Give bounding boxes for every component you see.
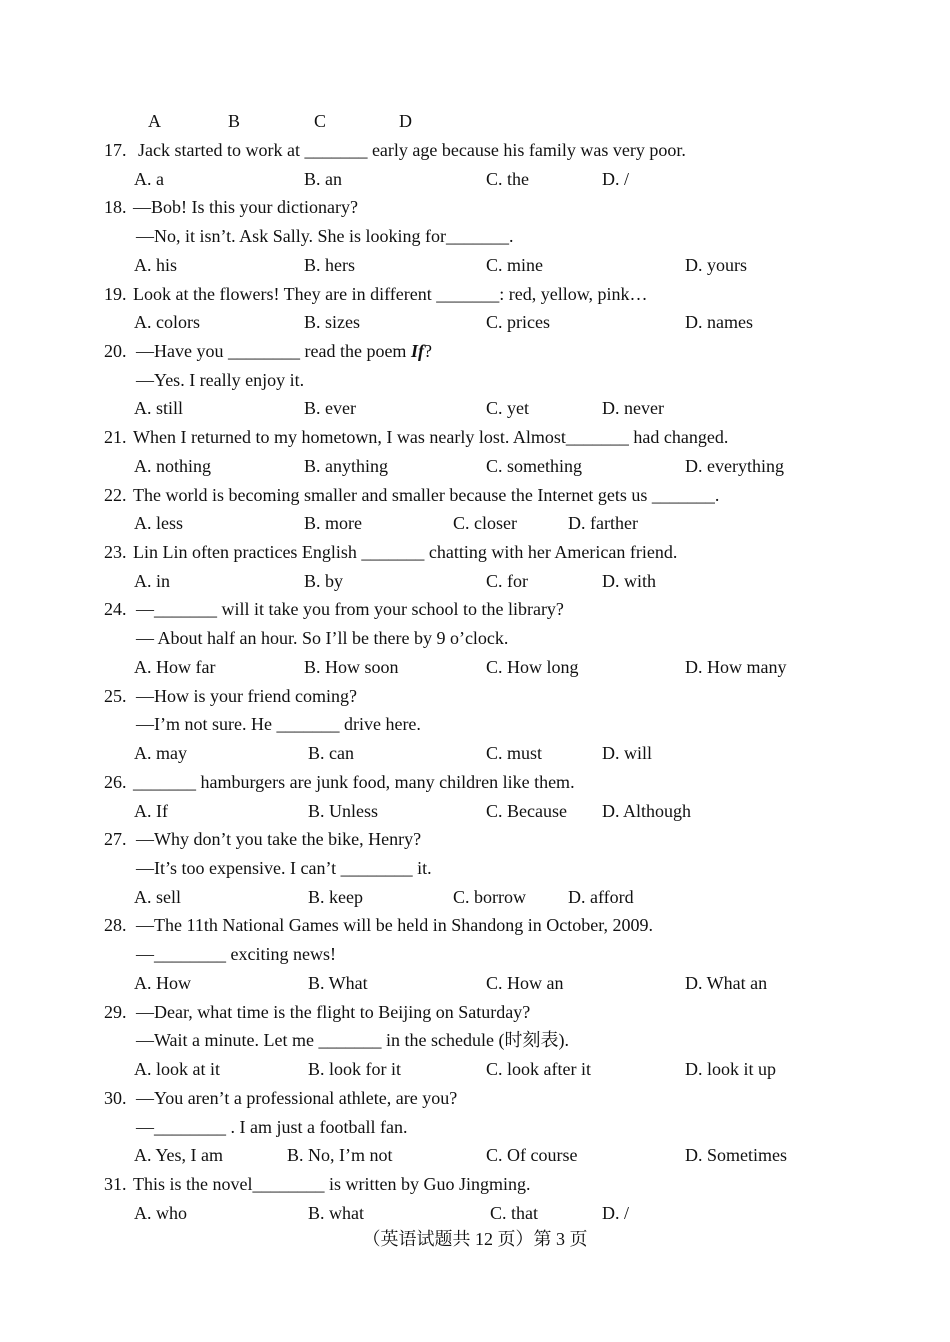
option-c: C. prices	[486, 312, 550, 332]
question-text: Lin Lin often practices English _______ chatting with her American friend.	[133, 542, 678, 562]
question-number: 28.	[104, 915, 127, 935]
question-text: —I’m not sure. He _______ drive here.	[136, 714, 421, 734]
option-c: C. Of course	[486, 1145, 578, 1165]
question-text: —Bob! Is this your dictionary?	[133, 197, 358, 217]
question-number: 27.	[104, 829, 127, 849]
question-mark: ?	[423, 341, 432, 361]
option-c: C. look after it	[486, 1059, 591, 1079]
question-number: 29.	[104, 1002, 127, 1022]
question-text: —Dear, what time is the flight to Beijing on Saturday?	[136, 1002, 531, 1022]
option-a: A. a	[134, 169, 164, 189]
question-text: —Wait a minute. Let me _______ in the schedule (时刻表).	[136, 1030, 569, 1050]
question-number: 19.	[104, 284, 127, 304]
option-a: A. nothing	[134, 456, 212, 476]
question-number: 18.	[104, 197, 127, 217]
question-number: 17.	[104, 140, 127, 160]
option-b: B. ever	[304, 398, 356, 418]
option-a: A. in	[134, 571, 170, 591]
page-footer: （英语试题共 12 页）第 3 页	[362, 1229, 588, 1249]
option-b: B. by	[304, 571, 344, 591]
question-text: —The 11th National Games will be held in Shandong in October, 2009.	[136, 915, 654, 935]
question-text: When I returned to my hometown, I was nearly lost. Almost_______ had changed.	[133, 427, 729, 447]
option-a: A. his	[134, 255, 178, 275]
option-a: A. still	[134, 398, 184, 418]
question-text: The world is becoming smaller and smaller because the Internet gets us _______.	[133, 485, 720, 505]
question-text-part: —Have you ________ read the poem	[136, 341, 411, 361]
question-text: —_______ will it take you from your school to the library?	[136, 599, 564, 619]
question-text: —Yes. I really enjoy it.	[136, 370, 305, 390]
question-text: _______ hamburgers are junk food, many children like them.	[133, 772, 575, 792]
option-c: C. How long	[486, 657, 579, 677]
question-text: —It’s too expensive. I can’t ________ it.	[136, 858, 432, 878]
option-d: D. Although	[602, 801, 692, 821]
option-c: C. must	[486, 743, 543, 763]
question-text: —You aren’t a professional athlete, are you?	[136, 1088, 458, 1108]
option-d: D. /	[602, 1203, 629, 1223]
option-b: B. No, I’m not	[287, 1145, 393, 1165]
option-a: A. sell	[134, 887, 181, 907]
option-b: B. keep	[308, 887, 363, 907]
option-d: D. yours	[685, 255, 747, 275]
option-b: B. How soon	[304, 657, 399, 677]
option-b: B. Unless	[308, 801, 379, 821]
option-d: D. /	[602, 169, 629, 189]
option-c: C. borrow	[453, 887, 526, 907]
header-letter-c: C	[314, 111, 327, 131]
question-text: —How is your friend coming?	[136, 686, 357, 706]
option-c: C. yet	[486, 398, 529, 418]
option-b: B. hers	[304, 255, 355, 275]
option-d: D. Sometimes	[685, 1145, 787, 1165]
option-c: C. the	[486, 169, 529, 189]
option-d: D. What an	[685, 973, 768, 993]
option-d: D. farther	[568, 513, 638, 533]
option-d: D. names	[685, 312, 753, 332]
option-b: B. an	[304, 169, 342, 189]
question-number: 25.	[104, 686, 127, 706]
question-number: 30.	[104, 1088, 127, 1108]
option-a: A. If	[134, 801, 168, 821]
question-text: —________ exciting news!	[136, 944, 336, 964]
question-text: —No, it isn’t. Ask Sally. She is looking for_______.	[136, 226, 514, 246]
question-text: Jack started to work at _______ early age because his family was very poor.	[138, 140, 686, 160]
option-d: D. How many	[685, 657, 787, 677]
question-text: — About half an hour. So I’ll be there by 9 o’clock.	[136, 628, 509, 648]
question-text	[136, 340, 432, 362]
option-c: C. mine	[486, 255, 543, 275]
option-b: B. anything	[304, 456, 388, 476]
option-d: D. look it up	[685, 1059, 777, 1079]
option-d: D. afford	[568, 887, 634, 907]
option-c: C. How an	[486, 973, 564, 993]
question-text: This is the novel________ is written by Guo Jingming.	[133, 1174, 531, 1194]
option-d: D. everything	[685, 456, 784, 476]
header-letter-a: A	[148, 111, 161, 131]
question-text: —Why don’t you take the bike, Henry?	[136, 829, 422, 849]
option-a: A. less	[134, 513, 183, 533]
option-a: A. How	[134, 973, 191, 993]
option-b: B. what	[308, 1203, 364, 1223]
option-c: C. that	[490, 1203, 538, 1223]
option-c: C. something	[486, 456, 583, 476]
question-number: 23.	[104, 542, 127, 562]
question-text: Look at the flowers! They are in different _______: red, yellow, pink…	[133, 284, 648, 304]
question-text: —________ . I am just a football fan.	[136, 1117, 408, 1137]
option-a: A. How far	[134, 657, 216, 677]
question-number: 21.	[104, 427, 127, 447]
option-d: D. will	[602, 743, 653, 763]
header-letter-d: D	[399, 111, 412, 131]
question-number: 24.	[104, 599, 127, 619]
option-a: A. who	[134, 1203, 187, 1223]
poem-title: If	[410, 341, 424, 361]
question-number: 22.	[104, 485, 127, 505]
option-b: B. can	[308, 743, 354, 763]
option-d: D. with	[602, 571, 656, 591]
question-number: 31.	[104, 1174, 127, 1194]
option-a: A. colors	[134, 312, 200, 332]
option-b: B. What	[308, 973, 368, 993]
option-b: B. more	[304, 513, 362, 533]
question-number: 26.	[104, 772, 127, 792]
option-a: A. may	[134, 743, 187, 763]
option-b: B. look for it	[308, 1059, 401, 1079]
option-a: A. Yes, I am	[134, 1145, 224, 1165]
option-d: D. never	[602, 398, 664, 418]
option-c: C. for	[486, 571, 528, 591]
option-c: C. closer	[453, 513, 517, 533]
option-b: B. sizes	[304, 312, 360, 332]
question-number: 20.	[104, 341, 127, 361]
option-c: C. Because	[486, 801, 567, 821]
option-a: A. look at it	[134, 1059, 220, 1079]
header-letter-b: B	[228, 111, 241, 131]
